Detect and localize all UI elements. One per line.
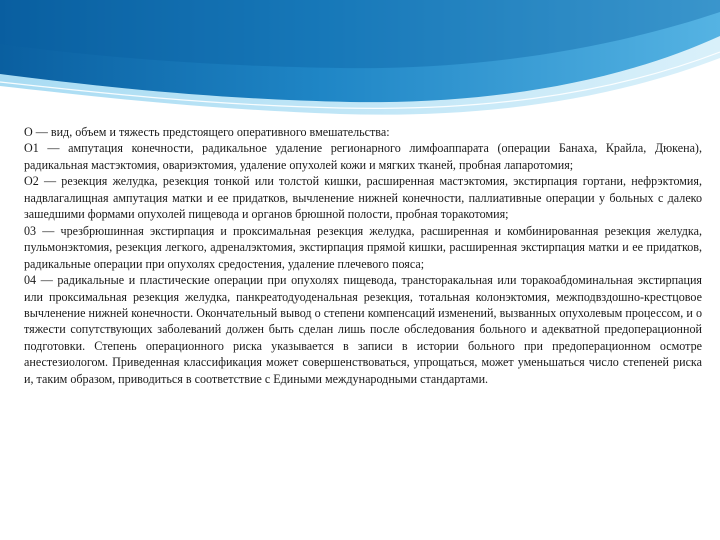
risk-level-o4-paragraph: 04 — радикальные и пластические операции при опухолях пищевода, трансторакальная или торакоабдоминальная экстирпация или проксимальная резекция желудка, панкреатодуоденальная резекция, тотальная колонэктомия, межподвздошно-крестцовое вычленение нижней конечности. Окончательный вывод о степени компенсаций изменений, вызванных опухолевым процессом, и о тяжести сопутствующих заболеваний должен быть сделан лишь после обследования больного и адекватной предоперационной подготовки. Степень операционного риска указывается в записи в истории больного при предоперационном осмотре анестезиологом. Приведенная классификация может совершенствоваться, упрощаться, может уменьшаться число степеней риска и, таким образом, приводиться в соответствие с Едиными международными стандартами. (24, 273, 702, 386)
header-wave-decoration (0, 0, 720, 130)
risk-definition-paragraph: О — вид, объем и тяжесть предстоящего оперативного вмешательства: (24, 125, 390, 139)
risk-level-o2-paragraph: О2 — резекция желудка, резекция тонкой или толстой кишки, расширенная мастэктомия, экстирпация гортани, нефрэктомия, надвлагалищная ампутация матки и ее придатков, вычленение нижней конечности, паллиативные операции у больных с далеко зашедшими формами опухолей пищевода и органов брюшной полости, пробная торакотомия; (24, 174, 702, 222)
risk-level-o1-paragraph: О1 — ампутация конечности, радикальное удаление регионарного лимфоаппарата (операции Банаха, Крайла, Дюкена), радикальная мастэктомия, овариэктомия, удаление опухолей кожи и мягких тканей, пробная лапаротомия; (24, 141, 702, 172)
slide-body-text (24, 124, 702, 387)
risk-level-o3-paragraph: 03 — чрезбрюшинная экстирпация и проксимальная резекция желудка, расширенная и комбинированная резекция желудка, пульмонэктомия, резекция легкого, адреналэктомия, экстирпация прямой кишки, расширенная экстирпация матки и ее придатков, радикальные операции при опухолях средостения, удаление плечевого пояса; (24, 223, 702, 271)
